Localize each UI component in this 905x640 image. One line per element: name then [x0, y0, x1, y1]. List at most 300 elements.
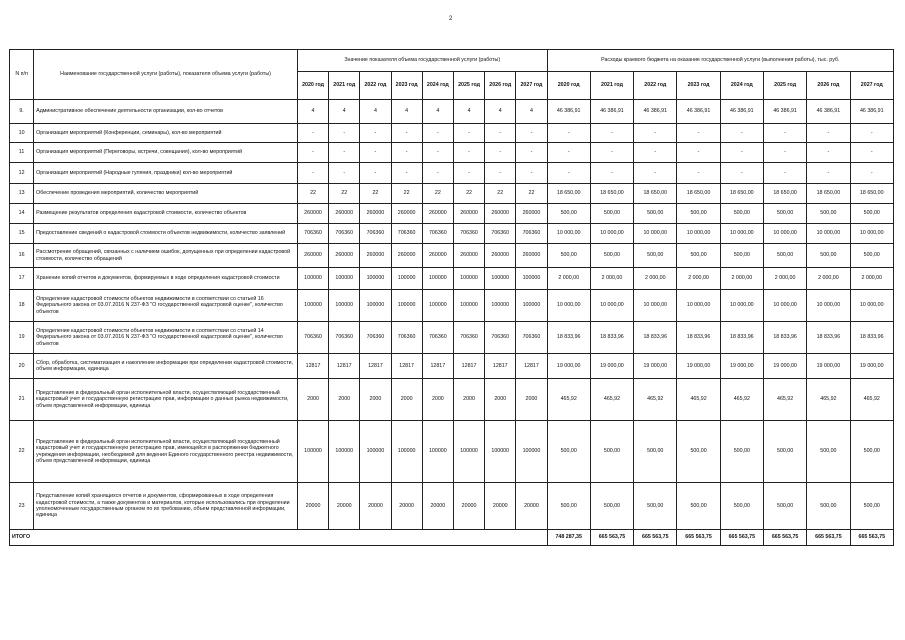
expense-value: 18 833,96 [720, 322, 763, 354]
expense-value: 10 000,00 [850, 290, 893, 322]
expense-value: - [677, 143, 720, 163]
expense-value: 18 833,96 [807, 322, 850, 354]
expense-value: 500,00 [547, 204, 590, 224]
expense-value: 500,00 [720, 421, 763, 483]
volume-value: 20000 [516, 483, 547, 530]
expense-value: 500,00 [547, 421, 590, 483]
volume-value: 22 [485, 184, 516, 204]
volume-value: - [297, 163, 328, 184]
row-number: 20 [10, 354, 34, 379]
expense-value: 2 000,00 [634, 268, 677, 290]
header-year-expense: 2026 год [807, 72, 850, 100]
row-number: 22 [10, 421, 34, 483]
expense-value: 465,92 [763, 379, 806, 421]
table-row [10, 268, 894, 290]
volume-value: 706360 [516, 224, 547, 244]
expense-value: 10 000,00 [850, 224, 893, 244]
volume-value: 706360 [297, 224, 328, 244]
volume-value: 100000 [516, 421, 547, 483]
volume-value: 100000 [453, 290, 484, 322]
expense-value: 500,00 [850, 204, 893, 224]
expense-value: 18 833,96 [634, 322, 677, 354]
volume-value: 260000 [391, 244, 422, 268]
expense-value: 10 000,00 [763, 224, 806, 244]
table-row [10, 163, 894, 184]
table-row [10, 290, 894, 322]
volume-value: 706360 [422, 224, 453, 244]
table-row [10, 100, 894, 124]
expense-value: 500,00 [850, 483, 893, 530]
expense-value: 46 386,91 [677, 100, 720, 124]
header-year-volume: 2021 год [329, 72, 360, 100]
expense-value: 465,92 [850, 379, 893, 421]
volume-value: 22 [360, 184, 391, 204]
expense-value: - [634, 124, 677, 143]
volume-value: 100000 [391, 421, 422, 483]
total-expense-value: 665 563,75 [807, 530, 850, 546]
expense-value: 18 650,00 [720, 184, 763, 204]
expense-value: 500,00 [763, 421, 806, 483]
expense-value: 465,92 [634, 379, 677, 421]
volume-value: 260000 [485, 204, 516, 224]
header-year-expense: 2024 год [720, 72, 763, 100]
expense-value: 2 000,00 [850, 268, 893, 290]
volume-value: 100000 [485, 290, 516, 322]
row-number: 10 [10, 124, 34, 143]
volume-value: 260000 [360, 204, 391, 224]
row-number: 9. [10, 100, 34, 124]
expense-value: 46 386,91 [634, 100, 677, 124]
volume-value: 22 [516, 184, 547, 204]
volume-value: 20000 [485, 483, 516, 530]
volume-value: 100000 [422, 268, 453, 290]
volume-value: 260000 [516, 204, 547, 224]
volume-value: 260000 [453, 204, 484, 224]
expense-value: 46 386,91 [590, 100, 633, 124]
expense-value: 46 386,91 [850, 100, 893, 124]
volume-value: 706360 [453, 322, 484, 354]
header-year-volume: 2022 год [360, 72, 391, 100]
header-name: Наименование государственной услуги (работы), показателя объема услуги (работы) [34, 50, 298, 100]
volume-value: - [297, 143, 328, 163]
expense-value: 46 386,91 [807, 100, 850, 124]
volume-value: 100000 [422, 290, 453, 322]
volume-value: 22 [391, 184, 422, 204]
expense-value: 19 000,00 [590, 354, 633, 379]
row-number: 16 [10, 244, 34, 268]
volume-value: 260000 [453, 244, 484, 268]
total-label: ИТОГО [10, 530, 548, 546]
expense-value: 10 000,00 [807, 224, 850, 244]
expense-value: 500,00 [763, 483, 806, 530]
header-year-expense: 2023 год [677, 72, 720, 100]
row-number: 17 [10, 268, 34, 290]
expense-value: 500,00 [677, 204, 720, 224]
expense-value: 18 650,00 [850, 184, 893, 204]
expense-value: 10 000,00 [677, 290, 720, 322]
row-name: Представление копий хранящихся отчетов и документов, сформированных в ходе определения кадастровой стоимости, а также документов и материалов, которые использовались при определении уполномоченным государственным органом по их требованию, объем представленной информации, единица [34, 483, 298, 530]
row-name: Организация мероприятий (Народные гуляния, праздники) кол-во мероприятий [34, 163, 298, 184]
expense-value: 500,00 [720, 204, 763, 224]
table-row [10, 204, 894, 224]
expense-value: 10 000,00 [763, 290, 806, 322]
volume-value: - [485, 143, 516, 163]
header-year-expense: 2020 год [547, 72, 590, 100]
header-year-volume: 2020 год [297, 72, 328, 100]
expense-value: 500,00 [590, 421, 633, 483]
volume-value: 100000 [329, 290, 360, 322]
expense-value: 500,00 [590, 244, 633, 268]
expense-value: 19 000,00 [763, 354, 806, 379]
volume-value: 22 [329, 184, 360, 204]
volume-value: 12817 [485, 354, 516, 379]
row-name: Представление в федеральный орган исполнительной власти, осуществляющий государственный кадастровый учет и государственную регистрацию прав, имеющейся в распоряжении бюджетного учреждения информации, необходимой для ведения Единого государственного реестра недвижимости, объем представленной информации, единица [34, 421, 298, 483]
table-row [10, 354, 894, 379]
volume-value: 20000 [391, 483, 422, 530]
volume-value: 20000 [422, 483, 453, 530]
header-num: N п/п [10, 50, 34, 100]
expense-value: - [720, 163, 763, 184]
expense-value: 500,00 [763, 244, 806, 268]
expense-value: 500,00 [807, 244, 850, 268]
volume-value: 4 [391, 100, 422, 124]
expense-value: 465,92 [590, 379, 633, 421]
expense-value: - [720, 143, 763, 163]
expense-value: 2 000,00 [720, 268, 763, 290]
expense-value: 500,00 [677, 244, 720, 268]
volume-value: 706360 [329, 224, 360, 244]
volume-value: - [485, 124, 516, 143]
header-year-volume: 2023 год [391, 72, 422, 100]
volume-value: 706360 [297, 322, 328, 354]
volume-value: 706360 [485, 224, 516, 244]
volume-value: - [485, 163, 516, 184]
expense-value: 18 833,96 [590, 322, 633, 354]
volume-value: 260000 [422, 204, 453, 224]
row-number: 19 [10, 322, 34, 354]
volume-value: 12817 [297, 354, 328, 379]
total-expense-value: 665 563,75 [634, 530, 677, 546]
volume-value: 20000 [453, 483, 484, 530]
expense-value: 500,00 [590, 204, 633, 224]
volume-value: 706360 [329, 322, 360, 354]
expense-value: 18 650,00 [763, 184, 806, 204]
volume-value: 100000 [329, 421, 360, 483]
expense-value: 18 650,00 [590, 184, 633, 204]
volume-value: 100000 [297, 290, 328, 322]
total-expense-value: 748 287,35 [547, 530, 590, 546]
volume-value: 12817 [391, 354, 422, 379]
table-row [10, 379, 894, 421]
volume-value: 260000 [329, 204, 360, 224]
total-row [10, 530, 894, 546]
expense-value: 10 000,00 [677, 224, 720, 244]
expense-value: 10 000,00 [547, 224, 590, 244]
volume-value: 100000 [297, 421, 328, 483]
volume-value: - [422, 143, 453, 163]
row-name: Организация мероприятий (Переговоры, встречи, совещания), кол-во мероприятий [34, 143, 298, 163]
volume-value: 12817 [329, 354, 360, 379]
volume-value: - [391, 124, 422, 143]
expense-value: 18 650,00 [807, 184, 850, 204]
volume-value: 4 [329, 100, 360, 124]
volume-value: - [360, 163, 391, 184]
header-expense-group: Расходы краевого бюджета на оказание государственной услуги (выполнения работы), тыс. руб. [547, 50, 893, 72]
header-year-expense: 2022 год [634, 72, 677, 100]
volume-value: 260000 [391, 204, 422, 224]
row-number: 23 [10, 483, 34, 530]
volume-value: 260000 [297, 204, 328, 224]
volume-value: 706360 [453, 224, 484, 244]
expense-value: - [634, 143, 677, 163]
volume-value: 22 [453, 184, 484, 204]
expense-value: 19 000,00 [547, 354, 590, 379]
expense-value: - [547, 124, 590, 143]
volume-value: 260000 [422, 244, 453, 268]
volume-value: 100000 [360, 421, 391, 483]
expense-value: 500,00 [590, 483, 633, 530]
expense-value: - [590, 124, 633, 143]
header-year-volume: 2027 год [516, 72, 547, 100]
row-number: 18 [10, 290, 34, 322]
volume-value: 22 [297, 184, 328, 204]
expense-value: - [850, 124, 893, 143]
volume-value: 2000 [516, 379, 547, 421]
expense-value: 500,00 [634, 244, 677, 268]
expense-value: 500,00 [547, 483, 590, 530]
total-expense-value: 665 563,75 [850, 530, 893, 546]
expense-value: - [850, 143, 893, 163]
expense-value: 19 000,00 [720, 354, 763, 379]
page-number: 2 [449, 16, 453, 22]
expense-value: 500,00 [547, 244, 590, 268]
expense-value: 2 000,00 [807, 268, 850, 290]
expense-value: 500,00 [634, 204, 677, 224]
volume-value: - [391, 163, 422, 184]
volume-value: 12817 [360, 354, 391, 379]
volume-value: 706360 [360, 322, 391, 354]
expense-value: 46 386,91 [763, 100, 806, 124]
volume-value: 706360 [391, 322, 422, 354]
expense-value: - [807, 143, 850, 163]
header-year-volume: 2026 год [485, 72, 516, 100]
expense-value: 18 833,96 [547, 322, 590, 354]
table-header [10, 50, 894, 100]
volume-value: 260000 [516, 244, 547, 268]
expense-value: 2 000,00 [547, 268, 590, 290]
expense-value: 18 650,00 [547, 184, 590, 204]
row-number: 12 [10, 163, 34, 184]
volume-value: 4 [297, 100, 328, 124]
table-row [10, 124, 894, 143]
volume-value: 2000 [329, 379, 360, 421]
table-row [10, 184, 894, 204]
volume-value: 2000 [485, 379, 516, 421]
expense-value: 18 650,00 [634, 184, 677, 204]
volume-value: 100000 [297, 268, 328, 290]
volume-value: 12817 [516, 354, 547, 379]
volume-value: - [453, 163, 484, 184]
expense-value: 500,00 [720, 244, 763, 268]
expense-value: 500,00 [807, 204, 850, 224]
table-row [10, 421, 894, 483]
volume-value: 706360 [422, 322, 453, 354]
volume-value: 4 [453, 100, 484, 124]
volume-value: 4 [485, 100, 516, 124]
volume-value: 2000 [453, 379, 484, 421]
expense-value: - [677, 124, 720, 143]
volume-value: 260000 [485, 244, 516, 268]
expense-value: 18 650,00 [677, 184, 720, 204]
volume-value: - [516, 124, 547, 143]
expense-value: - [720, 124, 763, 143]
volume-value: - [329, 124, 360, 143]
volume-value: 706360 [360, 224, 391, 244]
volume-value: 100000 [422, 421, 453, 483]
expense-value: 500,00 [850, 421, 893, 483]
expense-value: 10 000,00 [590, 290, 633, 322]
expense-value: 10 000,00 [720, 290, 763, 322]
table-row [10, 244, 894, 268]
row-name: Размещение результатов определения кадастровой стоимости, количество объектов [34, 204, 298, 224]
row-number: 11 [10, 143, 34, 163]
volume-value: 100000 [516, 290, 547, 322]
volume-value: 100000 [391, 268, 422, 290]
volume-value: - [391, 143, 422, 163]
expense-value: 46 386,91 [547, 100, 590, 124]
volume-value: 4 [360, 100, 391, 124]
expense-value: 500,00 [634, 421, 677, 483]
row-number: 15 [10, 224, 34, 244]
row-name: Организация мероприятий (Конференции, семинары), кол-во мероприятий [34, 124, 298, 143]
expense-value: 500,00 [763, 204, 806, 224]
header-volume-group: Значение показателя объема государственной услуги (работы) [297, 50, 547, 72]
volume-value: 100000 [329, 268, 360, 290]
expense-value: 10 000,00 [634, 224, 677, 244]
volume-value: 2000 [297, 379, 328, 421]
volume-value: - [360, 124, 391, 143]
volume-value: - [297, 124, 328, 143]
row-name: Предоставление сведений о кадастровой стоимости объектов недвижимости, количество заявлений [34, 224, 298, 244]
expense-value: 18 833,96 [677, 322, 720, 354]
total-expense-value: 665 563,75 [720, 530, 763, 546]
expense-value: - [850, 163, 893, 184]
row-name: Хранение копий отчетов и документов, формируемых в ходе определения кадастровой стоимости [34, 268, 298, 290]
expense-value: 500,00 [850, 244, 893, 268]
expense-value: 18 833,96 [763, 322, 806, 354]
volume-value: 100000 [516, 268, 547, 290]
row-name: Представление в федеральный орган исполнительной власти, осуществляющий государственный кадастровый учет и государственную регистрацию прав, информации о данных рынка недвижимости, объем представленной информации, единица [34, 379, 298, 421]
table-body [10, 100, 894, 546]
expense-value: 465,92 [677, 379, 720, 421]
header-year-expense: 2025 год [763, 72, 806, 100]
expense-value: 19 000,00 [850, 354, 893, 379]
volume-value: - [453, 124, 484, 143]
expense-value: 10 000,00 [720, 224, 763, 244]
expense-value: - [807, 163, 850, 184]
table-row [10, 143, 894, 163]
expense-value: 2 000,00 [763, 268, 806, 290]
table-row [10, 483, 894, 530]
volume-value: - [422, 163, 453, 184]
volume-value: 706360 [391, 224, 422, 244]
expense-value: - [547, 163, 590, 184]
expense-value: - [590, 143, 633, 163]
budget-table [9, 49, 894, 546]
header-year-expense: 2027 год [850, 72, 893, 100]
expense-value: 18 833,96 [850, 322, 893, 354]
expense-value: 500,00 [807, 483, 850, 530]
volume-value: 2000 [360, 379, 391, 421]
volume-value: 12817 [453, 354, 484, 379]
volume-value: - [516, 163, 547, 184]
volume-value: - [329, 143, 360, 163]
volume-value: 706360 [485, 322, 516, 354]
expense-value: - [763, 143, 806, 163]
volume-value: 100000 [391, 290, 422, 322]
volume-value: 260000 [297, 244, 328, 268]
volume-value: 2000 [422, 379, 453, 421]
table-row [10, 224, 894, 244]
expense-value: 500,00 [720, 483, 763, 530]
total-expense-value: 665 563,75 [763, 530, 806, 546]
expense-value: 500,00 [677, 421, 720, 483]
volume-value: 706360 [516, 322, 547, 354]
expense-value: 10 000,00 [634, 290, 677, 322]
expense-value: - [590, 163, 633, 184]
expense-value: - [807, 124, 850, 143]
expense-value: 500,00 [807, 421, 850, 483]
volume-value: 100000 [485, 421, 516, 483]
expense-value: 19 000,00 [677, 354, 720, 379]
volume-value: 2000 [391, 379, 422, 421]
volume-value: 20000 [297, 483, 328, 530]
expense-value: 10 000,00 [547, 290, 590, 322]
total-expense-value: 665 563,75 [590, 530, 633, 546]
row-number: 14 [10, 204, 34, 224]
volume-value: 100000 [485, 268, 516, 290]
expense-value: 465,92 [720, 379, 763, 421]
volume-value: 4 [516, 100, 547, 124]
total-expense-value: 665 563,75 [677, 530, 720, 546]
header-year-volume: 2024 год [422, 72, 453, 100]
volume-value: - [360, 143, 391, 163]
expense-value: 465,92 [547, 379, 590, 421]
volume-value: - [453, 143, 484, 163]
expense-value: 465,92 [807, 379, 850, 421]
expense-value: 2 000,00 [677, 268, 720, 290]
expense-value: 2 000,00 [590, 268, 633, 290]
expense-value: - [547, 143, 590, 163]
expense-value: 19 000,00 [634, 354, 677, 379]
expense-value: 10 000,00 [590, 224, 633, 244]
volume-value: 4 [422, 100, 453, 124]
table-row [10, 322, 894, 354]
row-name: Сбор, обработка, систематизация и накопление информации при определении кадастровой стоимости, объем информации, единица [34, 354, 298, 379]
volume-value: - [422, 124, 453, 143]
volume-value: 20000 [329, 483, 360, 530]
header-year-expense: 2021 год [590, 72, 633, 100]
row-name: Рассмотрение обращений, связанных с наличием ошибок, допущенных при определении кадастровой стоимости, количество обращений [34, 244, 298, 268]
volume-value: - [329, 163, 360, 184]
header-year-volume: 2025 год [453, 72, 484, 100]
volume-value: 100000 [360, 290, 391, 322]
volume-value: - [516, 143, 547, 163]
row-number: 13 [10, 184, 34, 204]
volume-value: 20000 [360, 483, 391, 530]
expense-value: 500,00 [634, 483, 677, 530]
expense-value: - [634, 163, 677, 184]
